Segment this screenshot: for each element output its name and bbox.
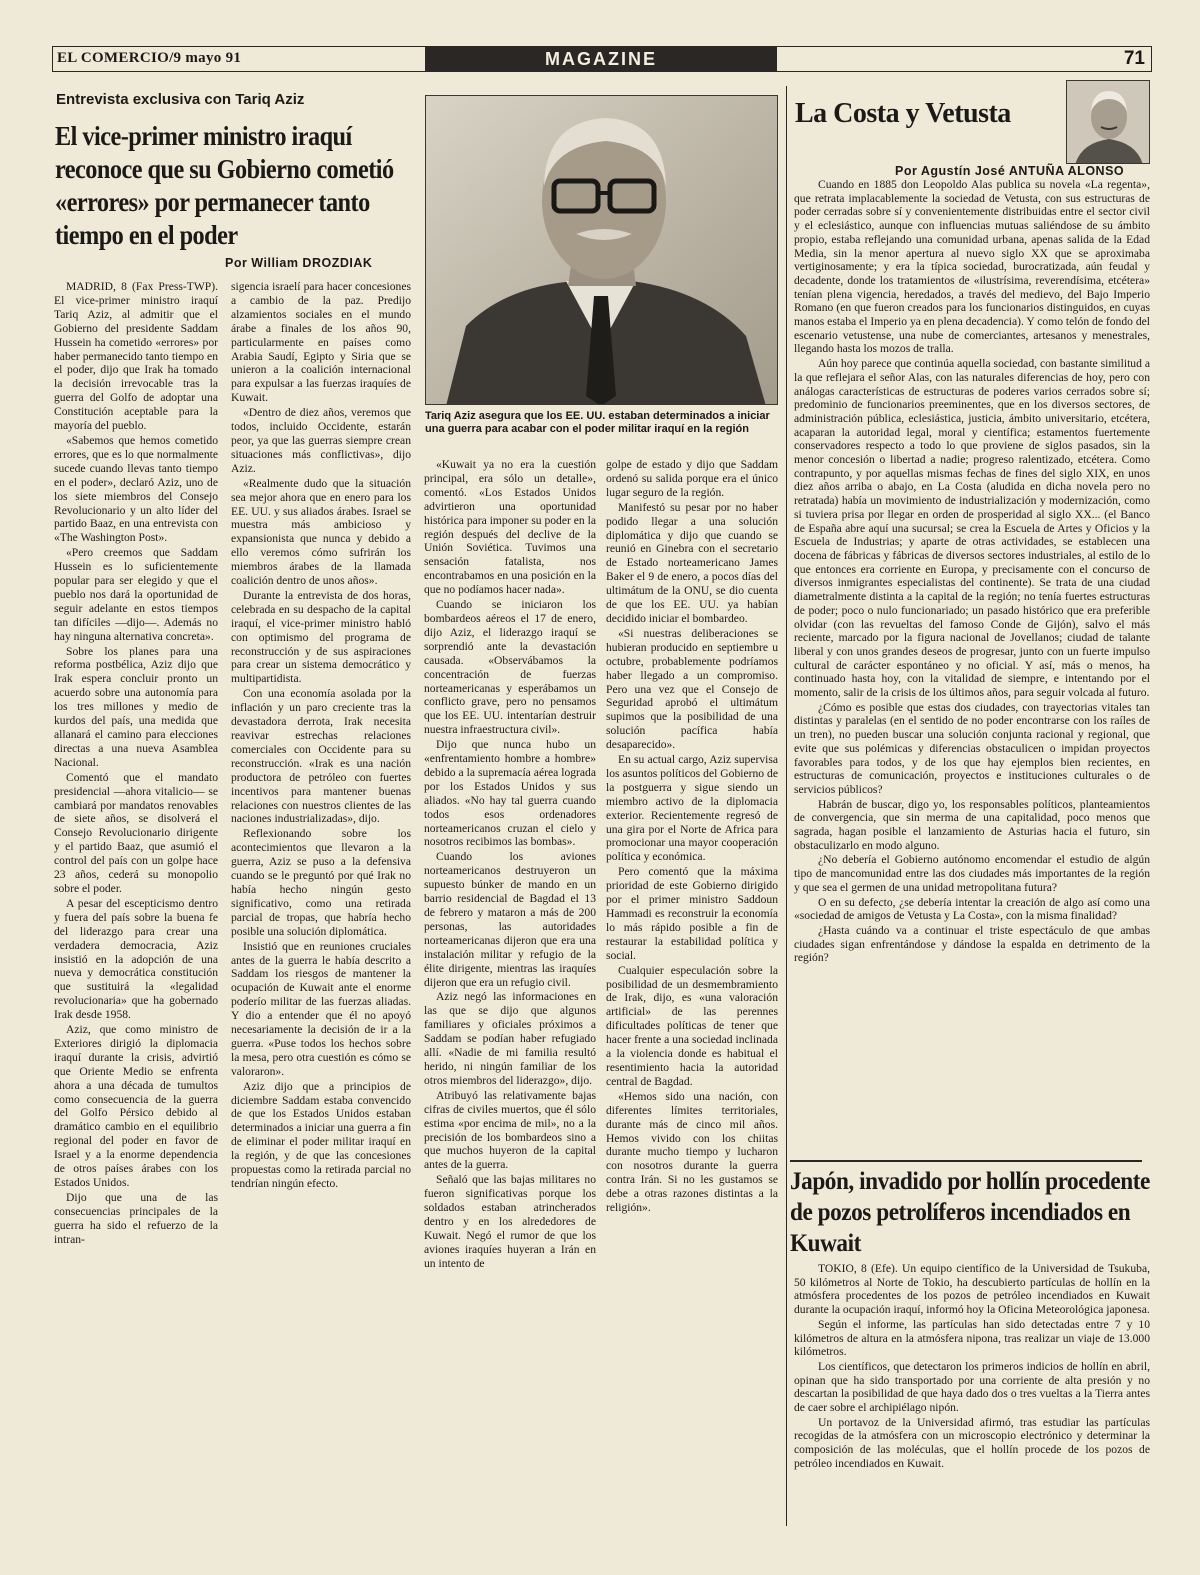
paragraph: «Hemos sido una nación, con diferentes límites territoriales, durante más de cinco mil años. Hemos vivido con los chiitas durante mucho tiempo y lucharon con nosotros durante la guerra contra Irán. Si no les gustamos se debe a otras razones distintas a la religión». [606,1089,778,1215]
paragraph: Habrán de buscar, digo yo, los responsables políticos, planteamientos de convergencia, que sin merma de una capitalidad, poco menos que sagrada, hagan posible el lanzamiento de Asturias hacia el futuro, sin obstaculizarlo en modo alguno. [794,797,1150,852]
article1-column-4 [606,458,778,1525]
author-portrait-illustration [1067,81,1150,164]
article3-headline: Japón, invadido por hollín procedente de pozos petrolíferos incendiados en Kuwait [790,1168,1150,1257]
paragraph: Dijo que una de las consecuencias principales de la guerra ha sido el refuerzo de la intran- [54,1190,218,1246]
article-divider [790,1160,1142,1162]
tariq-aziz-photo [425,95,778,405]
article2-body [794,178,1150,1156]
article-byline: Por William DROZDIAK [225,256,373,270]
paragraph: Aziz, que como ministro de Exteriores dirigió la diplomacia iraquí durante la crisis, advirtió que Oriente Medio se enfrenta ahora a una década de tumultos como consecuencia de la guerra del Golfo Pérsico debido al dramático cambio en el equilibrio regional del poder en favor de Israel y a la enorme dependencia de otros países árabes con los Estados Unidos. [54,1023,218,1189]
article1-column-1 [54,280,218,1525]
page-number: 71 [1123,48,1145,69]
paragraph: golpe de estado y dijo que Saddam ordenó su salida porque era el único lugar seguro de la región. [606,458,778,499]
paragraph: Aziz negó las informaciones en las que se dijo que algunos familiares y oficiales próximos a Saddam se podían haber refugiado allí. «Nadie de mi familia resultó herido, ni ningún familiar de los otros miembros del liderazgo», dijo. [424,990,596,1087]
paragraph: En su actual cargo, Aziz supervisa los asuntos políticos del Gobierno de la postguerra y sigue siendo un miembro activo de la diplomacia exterior. Recientemente regresó de una gira por el Norte de Africa para promocionar una mayor cooperación política y económica. [606,753,778,864]
paragraph: Cuando en 1885 don Leopoldo Alas publica su novela «La regenta», que retrata implacablemente la sociedad de Vetusta, con sus estructuras de poder cerradas sobre sí y convenientemente distribuidas entre el sector civil y el eclesiástico, aunque con influencias mutuas saliéndose de su ámbito propio, estaba reflejando una comunidad urbana, apenas salida de la Edad Media, sin la menor apertura al nuevo siglo XX que se aproximaba vertiginosamente; y era la típica sociedad, burocratizada, aún feudal y decadente, donde los tratamientos de «ilustrísima, reverendísima, etcétera» tenían plena vigencia, heredados, a través del medievo, del Bajo Imperio Romano (en que fueron creados para los funcionarios distinguidos, en cuyas manos estaba el Imperio ya en plena decadencia). Y como telón de fondo del escenario vetustense, una nube de comerciantes, artesanos y menestrales, llegando hasta los mozos de tralla. [794,178,1150,356]
paragraph: ¿Cómo es posible que estas dos ciudades, con trayectorias vitales tan distintas y paralelas (en el sentido de no poder encontrarse con los raíles de un tren), no pueden buscar una solución conjunta racional y regional, que evite que sus polémicas y diferencias obstaculicen o impidan proyectos favorables para todos, y de los que hay ejemplos bien recientes, en estructuras de comunicación, proyectos e instituciones culturales o de servicios públicos? [794,700,1150,796]
paragraph: «Sabemos que hemos cometido errores, que es lo que normalmente sucede cuando llevas tanto tiempo en el poder», declaró Aziz, uno de los siete miembros del Consejo Revolucionario y un alto líder del partido Baaz, en una entrevista con «The Washington Post». [54,433,218,545]
paragraph: Reflexionando sobre los acontecimientos que llevaron a la guerra, Aziz se puso a la defensiva cuando se le preguntó por qué Irak no había hecho ningún gesto significativo, como una retirada parcial de tropas, que habría hecho posible una solución diplomática. [231,827,411,938]
paragraph: Atribuyó las relativamente bajas cifras de civiles muertos, que él sólo estima «por encima de mil», no a la precisión de los bombardeos sino a que muchos huyeron de la capital antes de la guerra. [424,1088,596,1172]
paragraph: Según el informe, las partículas han sido detectadas entre 7 y 10 kilómetros de altura en la atmósfera nipona, tras realizar un viaje de 13.000 kilómetros. [794,1317,1150,1359]
page-header [52,46,1152,72]
paragraph: Insistió que en reuniones cruciales antes de la guerra le había descrito a Saddam los riesgos de mantener la ocupación de Kuwait ante el enorme poderío militar de las fuerzas aliadas. Y dio a entender que él no apoyó necesariamente la decisión de ir a la guerra. «Puse todos los hechos sobre la mesa, pero otra cuestión es cómo se valoraron». [231,939,411,1078]
paragraph: Señaló que las bajas militares no fueron significativas porque los soldados estaban atrincherados dentro y en los alrededores de Kuwait. Negó el rumor de que los aviones iraquíes huyeran a Irán en un intento de [424,1173,596,1270]
paragraph: Aún hoy parece que continúa aquella sociedad, con bastante similitud a la que reflejara el señor Alas, con las naturales diferencias de hoy, pero con análogas características de estructuras de poderes varios cerrados sobre sí; predominio de funcionarios preeminentes, que en los diversos sectores, de administración pública, eclesiástica, justicia, ámbito universitario, etcétera, acaparan la autoridad legal, moral y científica; estamentos fuertemente conservadores respecto a todo lo que proviene de siglos pasados, sin la menor concesión o libertad a nadie; progreso ralentizado, etcétera. Como contrapunto, y por aquellas mismas fechas de fines del siglo XIX, en unos diez años arriba o abajo, en La Costa (aludida en dicha novela pero no retratada) había un movimiento de industrialización y modernización, como si tuviera prisa por llegar en orden de prosperidad al siglo XX... (el Banco de España abre aquí una sucursal; se crea la Escuela de Artes y Oficios y la Escuela de Industrias; y aparte de otras actividades, se establecen una docena de fábricas y fábricas de diversos sectores industriales, al estilo de lo que entonces era corriente en Europa, y precisamente con el concurso de diversos inmigrantes especialistas del continente). Se trata de una ciudad diametralmente distinta a la capital de la región; no tenía fuertes estructuras de poder; poco o nulo funcionariado; un pasado histórico que era preferible olvidar (con las revueltas del famoso Conde de Gijón), salvo el más reciente, marcado por la figura nacional de Jovellanos; ciudad de talante liberal y con unos grandes deseos de progresar, junto con un fuerte impulso cultural de carácter espontáneo y no oficial. Y así, más o menos, ha continuado hasta hoy, con la vitalidad de siempre, e intentando por el momento, salir de la crisis de los últimos años, para seguir volcada al futuro. [794,357,1150,700]
paragraph: Durante la entrevista de dos horas, celebrada en su despacho de la capital iraquí, el vice-primer ministro habló con optimismo del programa de reconstrucción y de sus aspiraciones para crear un sistema democrático y multipartidista. [231,588,411,686]
section-title: MAGAZINE [425,46,777,72]
article1-column-3 [424,458,596,1525]
paragraph: «Kuwait ya no era la cuestión principal, era sólo un detalle», comentó. «Los Estados Unidos advirtieron una oportunidad histórica para imponer su poder en la región después del declive de la Unión Soviética. Tuvimos una sensación fatalista, nos encontrabamos en una posición en la que no podíamos hacer nada». [424,458,596,597]
paragraph: A pesar del escepticismo dentro y fuera del país sobre la buena fe del liderazgo para crear una verdadera democracia, Aziz insistió en la adopción de una nueva y democrática constitución que sustituirá la «legalidad revolucionaria» que ha gobernado Irak desde 1958. [54,896,218,1022]
paragraph: Cualquier especulación sobre la posibilidad de un desmembramiento de Irak, dijo, es «una valoración artificial» de las perennes dificultades políticas de tener que hacer frente a una sociedad inclinada a la violencia donde es habitual el resentimiento hacia la autoridad central de Bagdad. [606,963,778,1088]
paragraph: Dijo que nunca hubo un «enfrentamiento hombre a hombre» debido a la supremacía aérea lograda por los Estados Unidos y sus aliados. «No hay tal guerra cuando todos esos ordenadores norteamericanos cruzan el cielo y nosotros recibimos las bombas». [424,738,596,849]
paragraph: «Pero creemos que Saddam Hussein es lo suficientemente popular para ser elegido y que el pueblo nos dará la oportunidad de seguir adelante en estos tiempos tan difíciles —dijo—. Además no hay ninguna alternativa concreta». [54,546,218,643]
article1-column-2 [231,280,411,1525]
paragraph: «Realmente dudo que la situación sea mejor ahora que en enero para los EE. UU. y sus aliados árabes. Israel se muestra más ambicioso y expansionista que nunca y debido a ello veremos cómo sufrirán los miembros árabes de la llamada coalición dentro de unos años». [231,476,411,588]
newspaper-date: EL COMERCIO/9 mayo 91 [57,50,242,66]
paragraph: TOKIO, 8 (Efe). Un equipo científico de la Universidad de Tsukuba, 50 kilómetros al Norte de Tokio, ha descubierto partículas de hollín en la atmósfera procedentes de los pozos de petróleo incendiados en Kuwait durante la ocupación iraquí, informó hoy la Oficina Meteorológica japonesa. [794,1262,1150,1317]
paragraph: ¿No debería el Gobierno autónomo encomendar el estudio de algún tipo de mancomunidad entre las dos ciudades más importantes de la región y que sea el germen de una unidad metropolitana futura? [794,853,1150,894]
paragraph: Aziz dijo que a principios de diciembre Saddam estaba convencido de que los Estados Unidos estaban determinados a iniciar una guerra a fin de eliminar el poder militar iraquí en la región, y de que las concesiones propuestas como la retirada parcial no tendrían ningún efecto. [231,1079,411,1190]
paragraph: Cuando se iniciaron los bombardeos aéreos el 17 de enero, dijo Aziz, el liderazgo iraquí se sorprendió ante la devastación causada. «Observábamos la concentración de fuerzas norteamericanas y esperábamos un conflicto grave, pero no pensamos que los EE. UU. intentarían destruir nuestra infraestructura civil». [424,598,596,737]
article-kicker: Entrevista exclusiva con Tariq Aziz [56,91,305,108]
paragraph: ¿Hasta cuándo va a continuar el triste espectáculo de que ambas ciudades sigan enfrentándose y dándose la espalda en detrimento de la región? [794,923,1150,965]
paragraph: Cuando los aviones norteamericanos destruyeron un supuesto búnker de mando en un barrio residencial de Bagdad el 13 de febrero y mataron a más de 200 personas, las autoridades norteamericanas dijeron que era una instalación militar y refugio de la élite dirigente, mientras las iraquíes dijeron que era un refugio civil. [424,850,596,989]
column-divider [786,86,787,1526]
article-headline: El vice-primer ministro iraquí reconoce que su Gobierno cometió «errores» por permanecer tanto tiempo en el poder [55,121,394,250]
paragraph: Con una economía asolada por la inflación y un paro creciente tras la devastadora derrota, Irak necesita reavivar estrechas relaciones comerciales con Occidente para su reconstrucción. «Irak es una nación productora de petróleo con fuertes incentivos para mantener buenas relaciones con nuestros clientes de las naciones industrializadas», dijo. [231,687,411,826]
paragraph: «Si nuestras deliberaciones se hubieran producido en septiembre u octubre, probablemente podríamos haber llegado a un compromiso. Pero una vez que el Consejo de Seguridad aprobó el ultimátum supimos que la posibilidad de una solución pacífica había desaparecido». [606,626,778,752]
portrait-illustration [426,96,778,405]
article3-body [794,1262,1150,1526]
column-byline: Por Agustín José ANTUÑA ALONSO [895,164,1125,178]
paragraph: MADRID, 8 (Fax Press-TWP). El vice-primer ministro iraquí Tariq Aziz, al admitir que el Gobierno del presidente Saddam Hussein ha cometido «errores» por haber permanecido tanto tiempo en el poder, dijo que Irak ha tomado la decisión irrevocable tras la guerra del Golfo de adoptar una Constitución aceptable para la mayoría del pueblo. [54,280,218,433]
paragraph: Los científicos, que detectaron los primeros indicios de hollín en abril, opinan que ha sido transportado por una corriente de alta presión y no descartan la posibilidad de que haya dado dos o tres vueltas a la Tierra antes de caer sobre el archipiélago nipón. [794,1359,1150,1415]
paragraph: Pero comentó que la máxima prioridad de este Gobierno dirigido por el primer ministro Saddoun Hammadi es reconstruir la economía lo más rápido posible a fin de restaurar la estabilidad política y social. [606,865,778,962]
paragraph: Manifestó su pesar por no haber podido llegar a una solución diplomática y dijo que cuando se reunió en Ginebra con el secretario de Estado norteamericano James Baker el 9 de enero, a pocos días del ultimátum de la ONU, se dio cuenta de que los EE. UU. ya habían decidido iniciar el bombardeo. [606,500,778,625]
paragraph: sigencia israelí para hacer concesiones a cambio de la paz. Predijo alzamientos sociales en el mundo árabe a finales de los años 90, particularmente en países como Arabia Saudí, Egipto y Siria que se unieron a la coalición internacional para expulsar a las fuerzas iraquíes de Kuwait. [231,280,411,405]
paragraph: O en su defecto, ¿se debería intentar la creación de algo así como una «sociedad de amigos de Vetusta y La Costa», con la misma finalidad? [794,895,1150,923]
author-photo [1066,80,1150,164]
paragraph: Comentó que el mandato presidencial —ahora vitalicio— se cambiará por mandatos renovables de siete años, se disolverá el Consejo Revolucionario dirigente y el partido Baaz, que asumió el control del país con un golpe hace 23 años, cederá su monopolio sobre el poder. [54,770,218,895]
paragraph: Sobre los planes para una reforma postbélica, Aziz dijo que Irak espera concluir pronto un acuerdo sobre una autonomía para los tres millones y medio de kurdos del país, una medida que allanará el camino para elecciones directas a una nueva Asamblea Nacional. [54,644,218,769]
photo-caption: Tariq Aziz asegura que los EE. UU. estaban determinados a iniciar una guerra para acabar con el poder militar iraquí en la región [425,410,770,435]
column-title: La Costa y Vetusta [795,98,1011,129]
paragraph: «Dentro de diez años, veremos que todos, incluido Occidente, estarán peor, ya que las guerras siempre crean situaciones más conflictivas», dijo Aziz. [231,406,411,475]
paragraph: Un portavoz de la Universidad afirmó, tras estudiar las partículas recogidas de la atmósfera con un microscopio electrónico y determinar la composición de las moléculas, que el hollín procede de los pozos de petróleo incendiados en Kuwait. [794,1415,1150,1470]
